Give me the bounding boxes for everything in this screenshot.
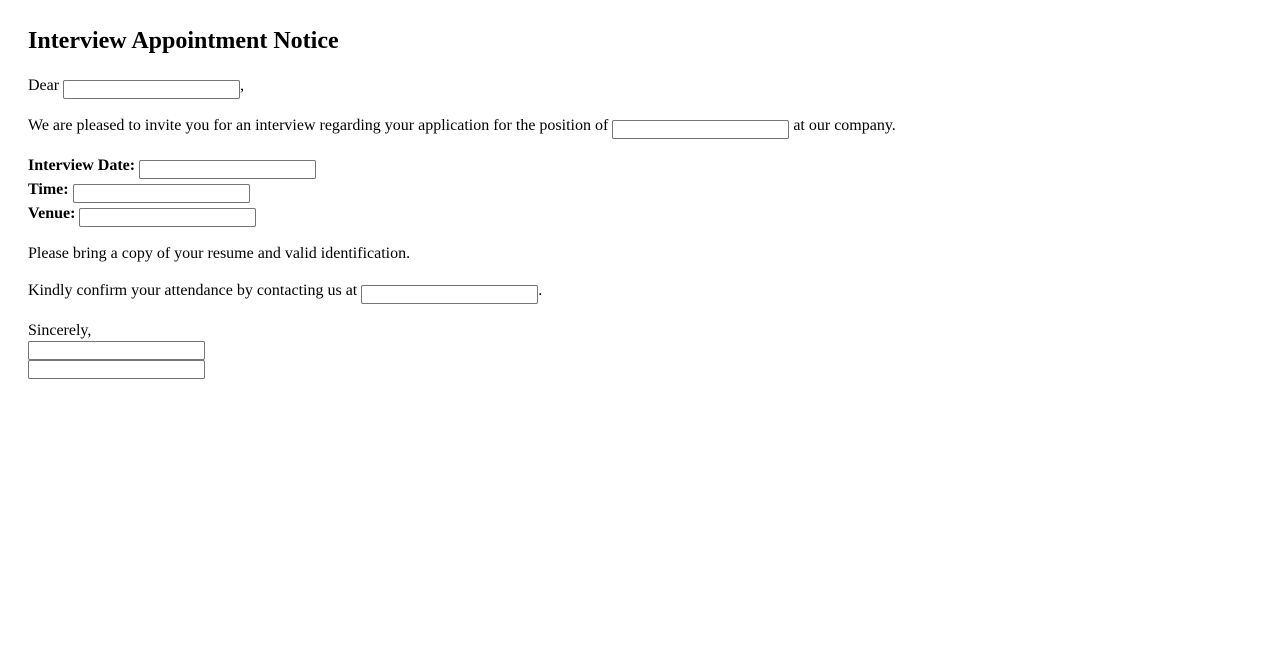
invitation-paragraph [28, 115, 1250, 139]
venue-label: Venue: [28, 205, 76, 222]
confirmation-line [28, 280, 1250, 304]
contact-input[interactable] [361, 285, 538, 304]
position-input[interactable] [612, 120, 789, 139]
signer-title-input[interactable] [28, 360, 205, 379]
time-label: Time: [28, 181, 69, 198]
greeting-comma: , [240, 77, 245, 94]
confirmation-period: . [538, 282, 543, 299]
signature-block [28, 320, 1250, 379]
greeting-line [28, 75, 1250, 99]
closing-text: Sincerely, [28, 322, 92, 339]
venue-input[interactable] [79, 208, 256, 227]
invitation-suffix: at our company. [793, 117, 896, 134]
interview-details [28, 155, 1250, 227]
confirmation-text: Kindly confirm your attendance by contacting us at [28, 282, 358, 299]
bring-documents-text: Please bring a copy of your resume and valid identification. [28, 245, 411, 262]
recipient-name-input[interactable] [63, 80, 240, 99]
greeting-text: Dear [28, 77, 60, 94]
interview-date-label: Interview Date: [28, 157, 136, 174]
invitation-text: We are pleased to invite you for an interview regarding your application for the position of [28, 117, 609, 134]
interview-date-input[interactable] [139, 160, 316, 179]
page-title: Interview Appointment Notice [28, 28, 339, 54]
signer-name-input[interactable] [28, 341, 205, 360]
time-input[interactable] [73, 184, 250, 203]
